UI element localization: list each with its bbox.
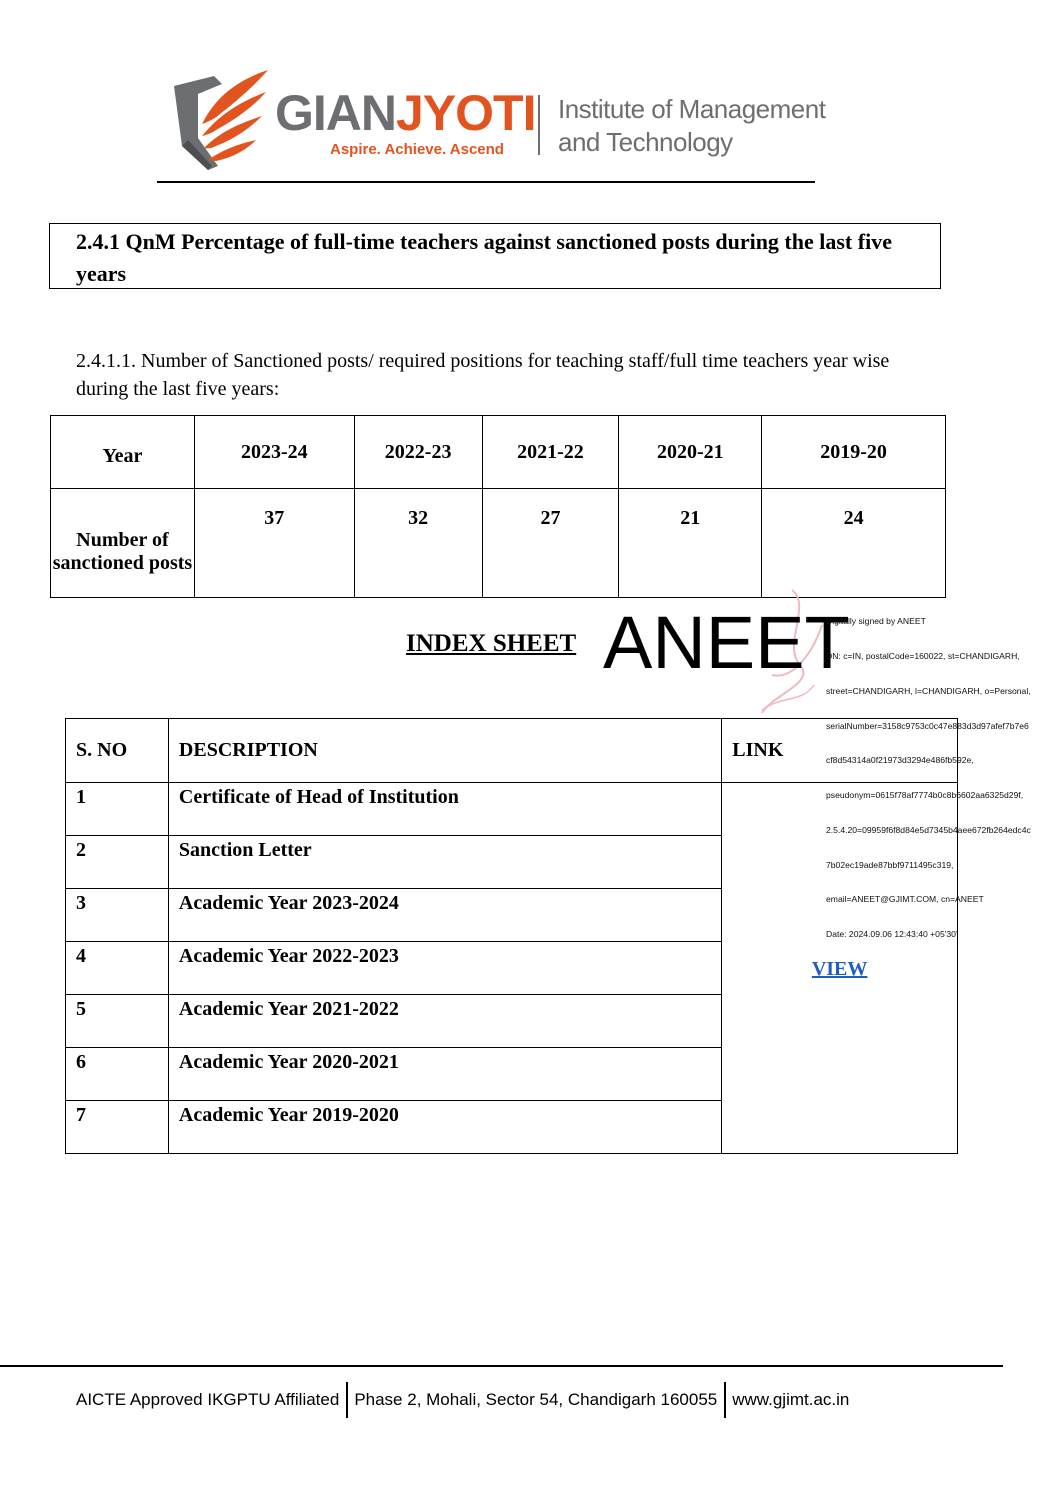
footer-rule xyxy=(0,1365,1003,1367)
year-header: Year xyxy=(51,416,195,489)
sno-cell: 5 xyxy=(66,995,169,1048)
signature-line: street=CHANDIGARH, l=CHANDIGARH, o=Personal, xyxy=(826,685,1031,696)
brand-name-jyoti: JYOTI xyxy=(396,85,536,141)
brand-name-gian: GIAN xyxy=(275,85,396,141)
row-label: Number of sanctioned posts xyxy=(51,489,195,598)
table-row xyxy=(51,489,946,598)
signature-line: DN: c=IN, postalCode=160022, st=CHANDIGARH, xyxy=(826,650,1020,661)
institute-name xyxy=(558,93,825,159)
sno-header: S. NO xyxy=(66,719,169,783)
signature-line: email=ANEET@GJIMT.COM, cn=ANEET xyxy=(826,894,984,905)
link-cell xyxy=(722,783,958,1154)
value-cell: 37 xyxy=(194,489,354,598)
value-cell: 24 xyxy=(762,489,946,598)
footer-divider xyxy=(346,1382,348,1418)
link-header: LINK xyxy=(722,719,958,783)
description-header: DESCRIPTION xyxy=(168,719,721,783)
signer-name: ANEET xyxy=(603,601,850,684)
criterion-title: 2.4.1 QnM Percentage of full-time teachers against sanctioned posts during the last five years xyxy=(76,229,892,286)
footer-divider xyxy=(724,1382,726,1418)
signature-line: 7b02ec19ade87bbf9711495c319, xyxy=(826,859,954,870)
description-cell: Academic Year 2022-2023 xyxy=(168,942,721,995)
header-rule xyxy=(157,181,815,183)
index-sheet-table xyxy=(65,718,958,1154)
sno-cell: 3 xyxy=(66,889,169,942)
intro-paragraph: 2.4.1.1. Number of Sanctioned posts/ required positions for teaching staff/full time teachers year wise during the last five years: xyxy=(76,350,890,400)
brand-divider xyxy=(538,95,540,155)
sno-cell: 1 xyxy=(66,783,169,836)
year-cell: 2020-21 xyxy=(619,416,762,489)
signature-line: 2.5.4.20=09959f6f8d84e5d7345b4aee672fb264edc4c xyxy=(826,824,1031,835)
footer-affiliation: AICTE Approved IKGPTU Affiliated xyxy=(76,1390,340,1409)
description-cell: Academic Year 2021-2022 xyxy=(168,995,721,1048)
value-cell: 32 xyxy=(354,489,482,598)
institute-name-line1: Institute of Management xyxy=(558,94,826,124)
footer-address: Phase 2, Mohali, Sector 54, Chandigarh 160055 xyxy=(354,1390,718,1409)
table-row xyxy=(66,783,958,836)
description-cell: Academic Year 2023-2024 xyxy=(168,889,721,942)
description-cell: Certificate of Head of Institution xyxy=(168,783,721,836)
value-cell: 21 xyxy=(619,489,762,598)
sanctioned-posts-table xyxy=(50,415,946,598)
view-link[interactable]: VIEW xyxy=(811,958,868,980)
signature-line: serialNumber=3158c9753c0c47e883d3d97afef7b7e6 xyxy=(826,720,1029,731)
sno-cell: 4 xyxy=(66,942,169,995)
year-cell: 2021-22 xyxy=(482,416,619,489)
table-header-row xyxy=(66,719,958,783)
sno-cell: 6 xyxy=(66,1048,169,1101)
sno-cell: 7 xyxy=(66,1101,169,1154)
description-cell: Sanction Letter xyxy=(168,836,721,889)
description-cell: Academic Year 2019-2020 xyxy=(168,1101,721,1154)
value-cell: 27 xyxy=(482,489,619,598)
table-header-row xyxy=(51,416,946,489)
index-sheet-title: INDEX SHEET xyxy=(406,630,577,657)
signature-line: Digitally signed by ANEET xyxy=(826,616,926,627)
shield-wing-logo-icon xyxy=(168,66,272,174)
brand-name xyxy=(275,85,536,141)
description-cell: Academic Year 2020-2021 xyxy=(168,1048,721,1101)
footer xyxy=(76,1382,849,1418)
signature-line: Date: 2024.09.06 12:43:40 +05'30' xyxy=(826,929,958,940)
year-cell: 2023-24 xyxy=(194,416,354,489)
signature-line: cf8d54314a0f21973d3294e486fb592e, xyxy=(826,755,974,766)
brand-tagline: Aspire. Achieve. Ascend xyxy=(330,141,504,158)
signature-line: pseudonym=0615f78af7774b0c8b6602aa6325d29f, xyxy=(826,790,1024,801)
footer-website: www.gjimt.ac.in xyxy=(732,1390,850,1409)
sno-cell: 2 xyxy=(66,836,169,889)
institute-name-line2: and Technology xyxy=(558,127,733,157)
year-cell: 2019-20 xyxy=(762,416,946,489)
year-cell: 2022-23 xyxy=(354,416,482,489)
